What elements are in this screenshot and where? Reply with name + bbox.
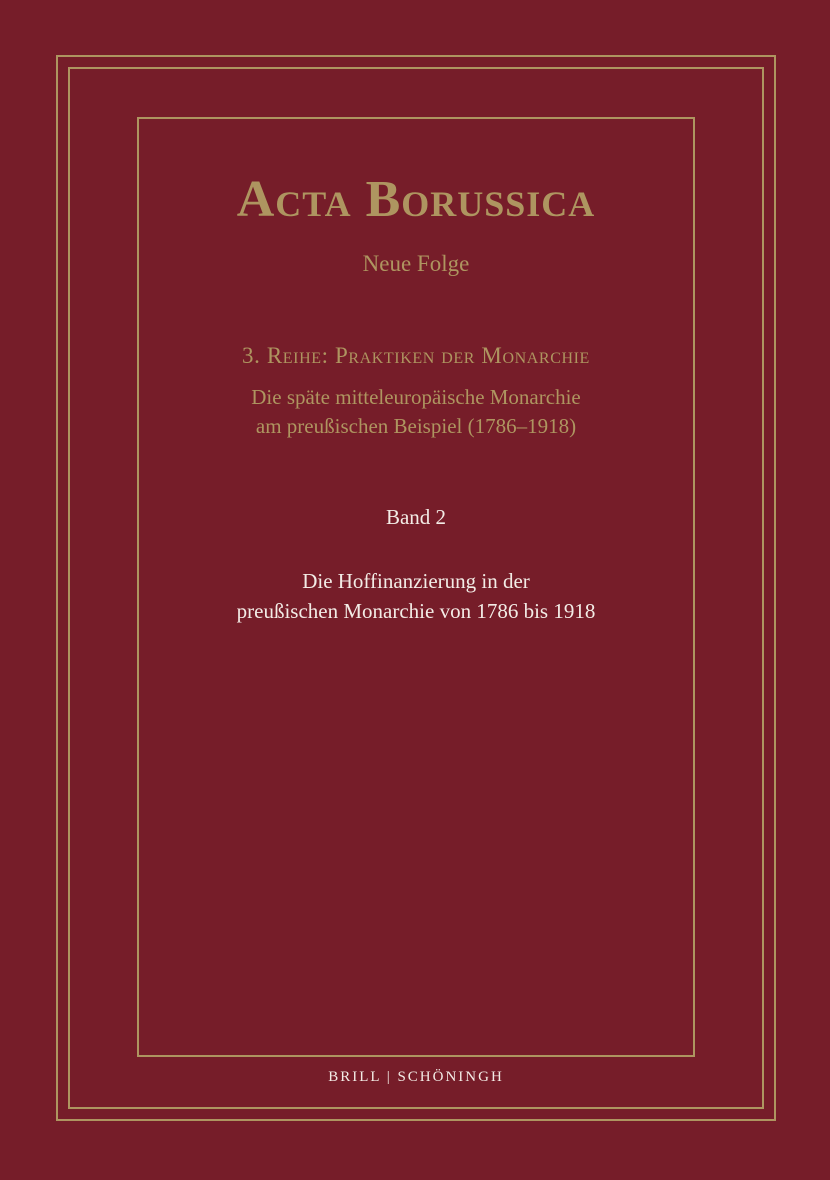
work-title-line: preußischen Monarchie von 1786 bis 1918 <box>236 599 596 623</box>
work-title <box>137 566 695 626</box>
work-title-line: Die Hoffinanzierung in der <box>302 569 530 593</box>
series-heading: 3. Reihe: Praktiken der Monarchie <box>242 343 590 368</box>
publisher-imprint: BRILL | SCHÖNINGH <box>328 1069 504 1085</box>
book-series-title: Acta Borussica <box>236 171 596 228</box>
series-description-line: am preußischen Beispiel (1786–1918) <box>255 414 577 438</box>
series-subtitle: Neue Folge <box>362 251 470 276</box>
series-description-line: Die späte mitteleuropäische Monarchie <box>251 385 581 409</box>
series-description <box>137 383 695 441</box>
volume-number: Band 2 <box>385 505 447 529</box>
